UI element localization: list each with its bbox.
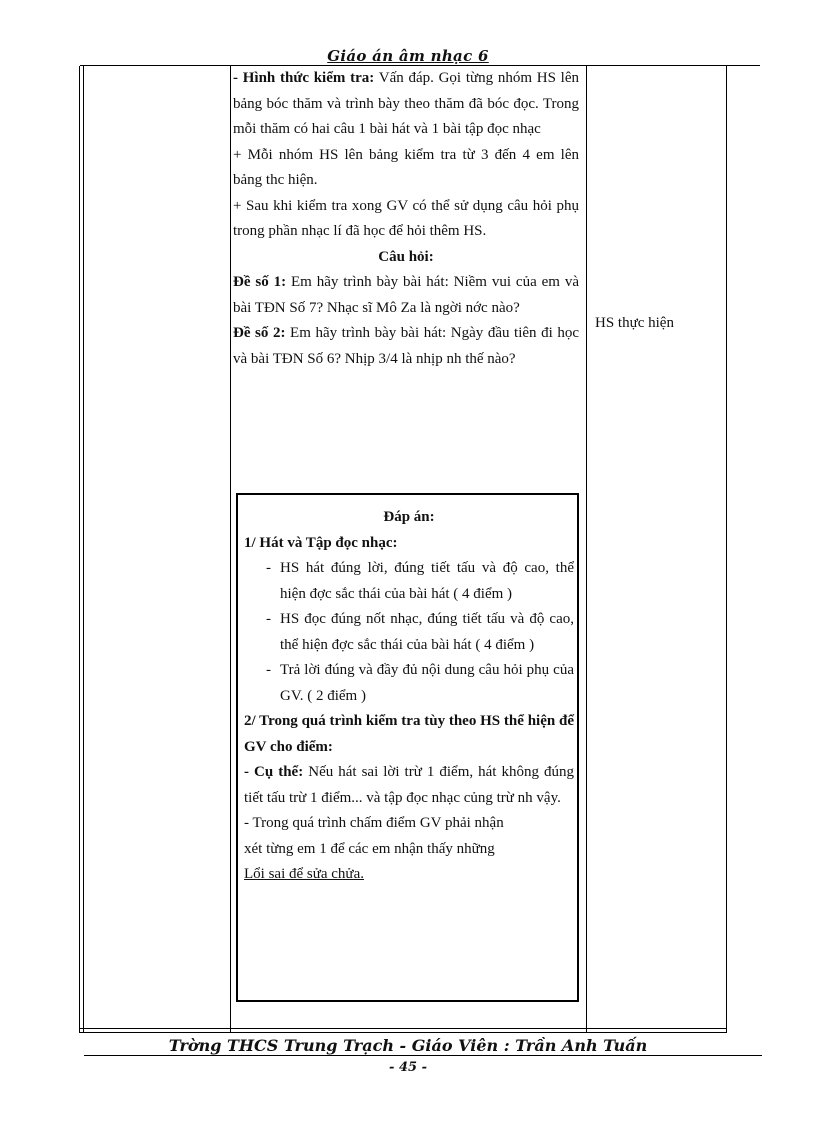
answer-line-3: Lổi sai để sửa chửa. <box>244 866 364 882</box>
answer-detail: - Cụ thể: Nếu hát sai lời trừ 1 điểm, hát không đúng tiết tấu trừ 1 điểm... và tập đọc nhạc củng trừ nh vậy. <box>244 764 575 806</box>
answer-item: - HS hát đúng lời, đúng tiết tấu và độ cao, thể hiện đợc sắc thái của bài hát ( 4 điểm ) <box>266 560 574 602</box>
answer-section-2: 2/ Trong quá trình kiểm tra tùy theo HS thể hiện để GV cho điểm: <box>244 713 574 755</box>
question-1: Đề số 1: Em hãy trình bày bài hát: Niềm vui của em và bài TĐN Số 7? Nhạc sĩ Mô Za là ngời nớc nào? <box>233 274 579 316</box>
note-2: + Sau khi kiểm tra xong GV có thể sử dụng câu hỏi phụ trong phần nhạc lí đã học để hỏi thêm HS. <box>233 197 579 239</box>
question-2: Đề số 2: Em hãy trình bày bài hát: Ngày đầu tiên đi học và bài TĐN Số 6? Nhịp 3/4 là nhịp nh thế nào? <box>233 325 580 367</box>
column-divider-1 <box>230 66 231 1032</box>
page-footer: Trờng THCS Trung Trạch - Giáo Viên : Trần Anh Tuấn <box>168 1036 648 1055</box>
answer-item: - Trả lời đúng và đầy đủ nội dung câu hỏi phụ của GV. ( 2 điểm ) <box>266 662 574 704</box>
content-column <box>233 66 579 372</box>
questions-heading: Câu hỏi: <box>378 248 434 265</box>
form-label: - Hình thức kiểm tra: <box>233 70 375 86</box>
page-header: Giáo án âm nhạc 6 <box>327 47 489 65</box>
answer-content <box>244 505 574 888</box>
page-number: - 45 - <box>389 1060 427 1075</box>
footer-rule <box>84 1055 762 1056</box>
activity-text: HS thực hiện <box>595 315 674 331</box>
answer-line-1: - Trong quá trình chấm điểm GV phải nhận <box>244 815 504 831</box>
form-text: Vấn đáp. Gọi từng nhóm HS lên bảng bóc thăm và trình bày theo thăm đã bóc đọc. Trong mỗi thăm có hai câu 1 bài hát và 1 bài tập đọc nhạc <box>233 70 579 137</box>
column-divider-2 <box>586 66 587 1032</box>
note-1: + Mỗi nhóm HS lên bảng kiểm tra từ 3 đến 4 em lên bảng thc hiện. <box>233 146 579 188</box>
table-left-double-line <box>83 66 84 1032</box>
answer-section-1: 1/ Hát và Tập đọc nhạc: <box>244 534 398 551</box>
answer-heading: Đáp án: <box>383 509 435 525</box>
answer-item: - HS đọc đúng nốt nhạc, đúng tiết tấu và độ cao, thể hiện đợc sắc thái của bài hát ( 4 điểm ) <box>266 611 574 653</box>
answer-line-2: xét từng em 1 để các em nhận thấy những <box>244 840 495 857</box>
form-paragraph <box>233 66 579 143</box>
table-bottom-double-line <box>80 1028 726 1029</box>
